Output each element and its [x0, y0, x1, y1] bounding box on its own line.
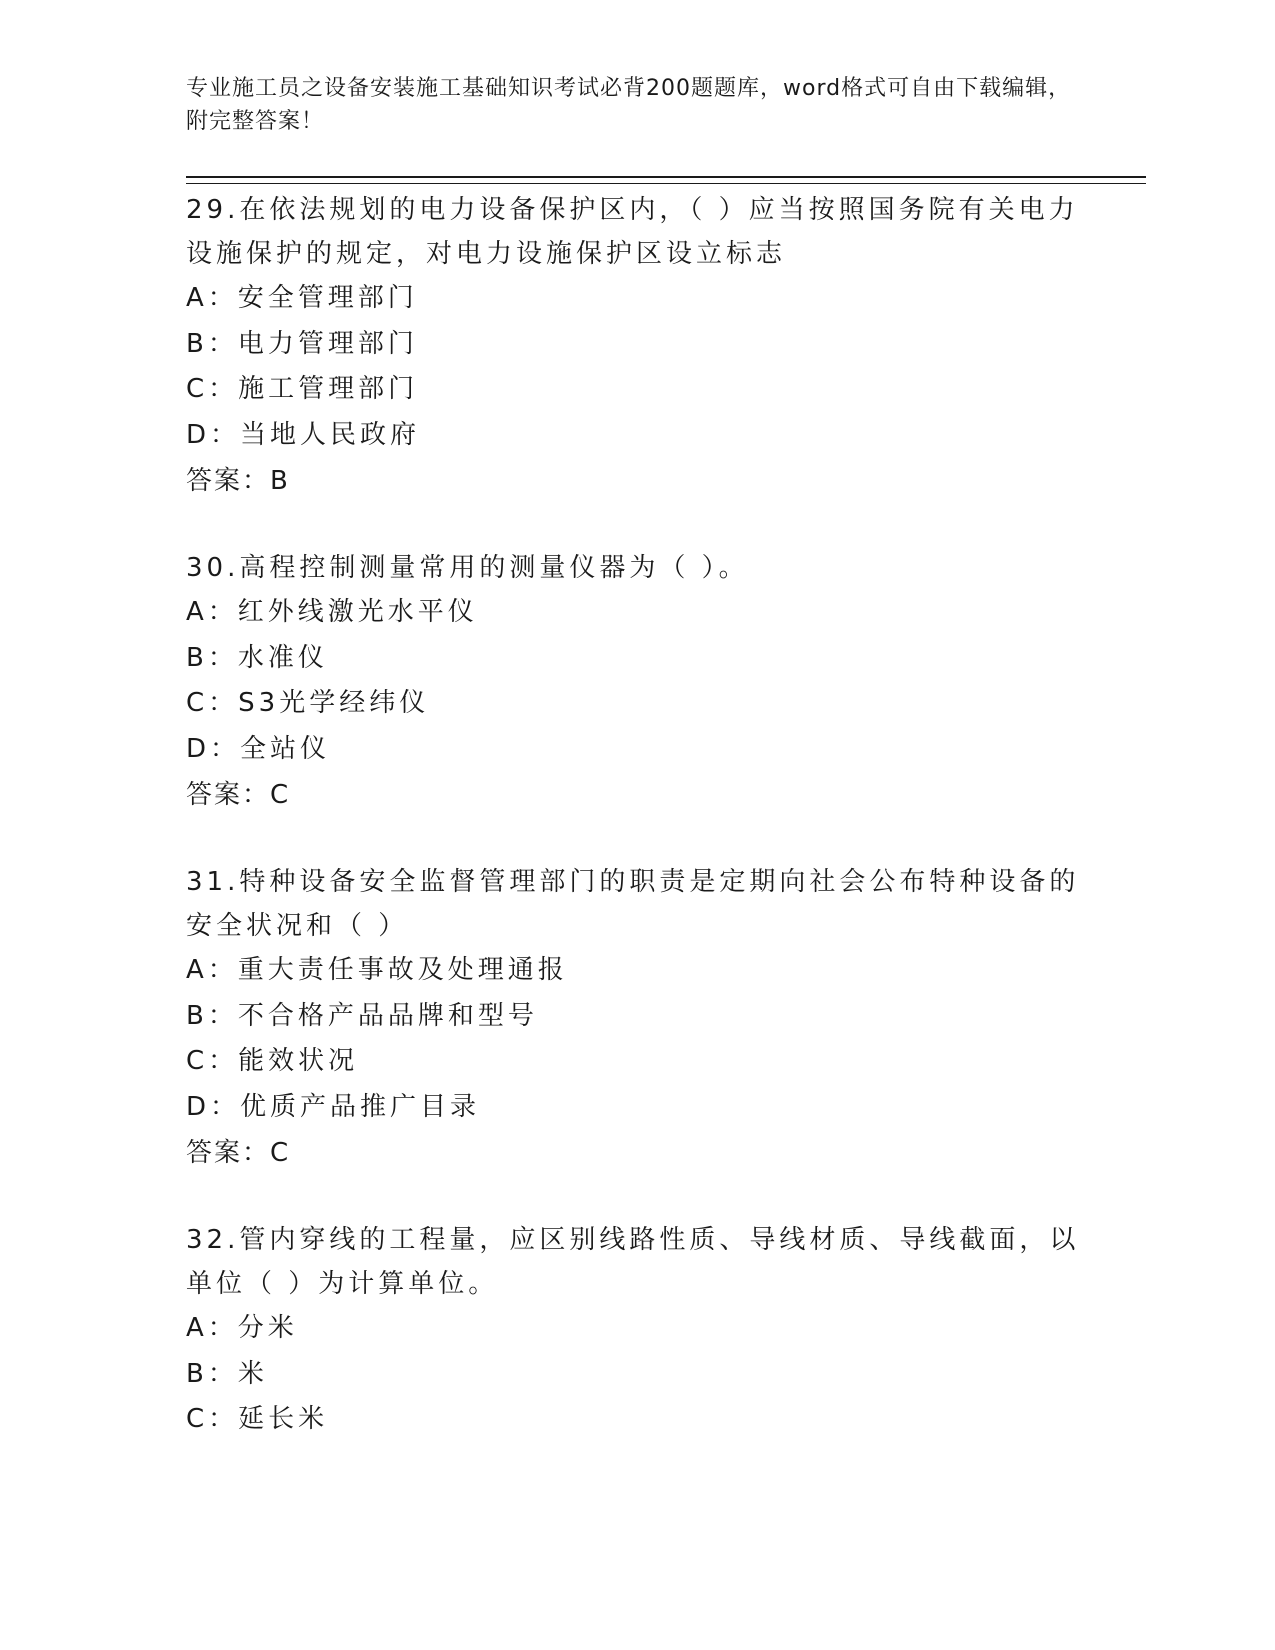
option-b: B：水准仪: [186, 642, 328, 673]
question-stem: 29.在依法规划的电力设备保护区内，（ ）应当按照国务院有关电力设施保护的规定，对电力设施保护区设立标志: [186, 195, 1079, 269]
question-29: [186, 188, 1086, 504]
option-d: D：全站仪: [186, 733, 331, 764]
option-a: A：重大责任事故及处理通报: [186, 955, 568, 985]
option-b: B：电力管理部门: [186, 328, 418, 359]
question-stem: 30.高程控制测量常用的测量仪器为（ ）。: [186, 553, 749, 583]
answer: 答案：B: [186, 466, 290, 496]
question-stem: 32.管内穿线的工程量，应区别线路性质、导线材质、导线截面，以单位（ ）为计算单位。: [186, 1225, 1080, 1299]
answer: 答案：C: [186, 780, 291, 810]
header-rule-thin: [186, 183, 1146, 184]
header-rule-thick: [186, 176, 1146, 178]
option-a: A：安全管理部门: [186, 283, 418, 313]
option-a: A：红外线激光水平仪: [186, 597, 478, 627]
option-c: C：施工管理部门: [186, 374, 419, 404]
option-a: A：分米: [186, 1313, 298, 1343]
option-b: B：不合格产品品牌和型号: [186, 1000, 538, 1031]
option-d: D：优质产品推广目录: [186, 1091, 481, 1122]
option-c: C：S3光学经纬仪: [186, 688, 430, 718]
document-header: 专业施工员之设备安装施工基础知识考试必背200题题库，word格式可自由下载编辑，附完整答案！: [186, 76, 1072, 134]
option-d: D：当地人民政府: [186, 419, 421, 450]
option-b: B：米: [186, 1358, 268, 1389]
question-list: [186, 188, 1086, 1485]
option-c: C：延长米: [186, 1404, 329, 1434]
question-30: [186, 546, 1086, 818]
question-31: [186, 860, 1086, 1176]
question-stem: 31.特种设备安全监督管理部门的职责是定期向社会公布特种设备的安全状况和（ ）: [186, 867, 1080, 941]
question-32: [186, 1218, 1086, 1443]
answer: 答案：C: [186, 1138, 291, 1168]
option-c: C：能效状况: [186, 1046, 359, 1076]
